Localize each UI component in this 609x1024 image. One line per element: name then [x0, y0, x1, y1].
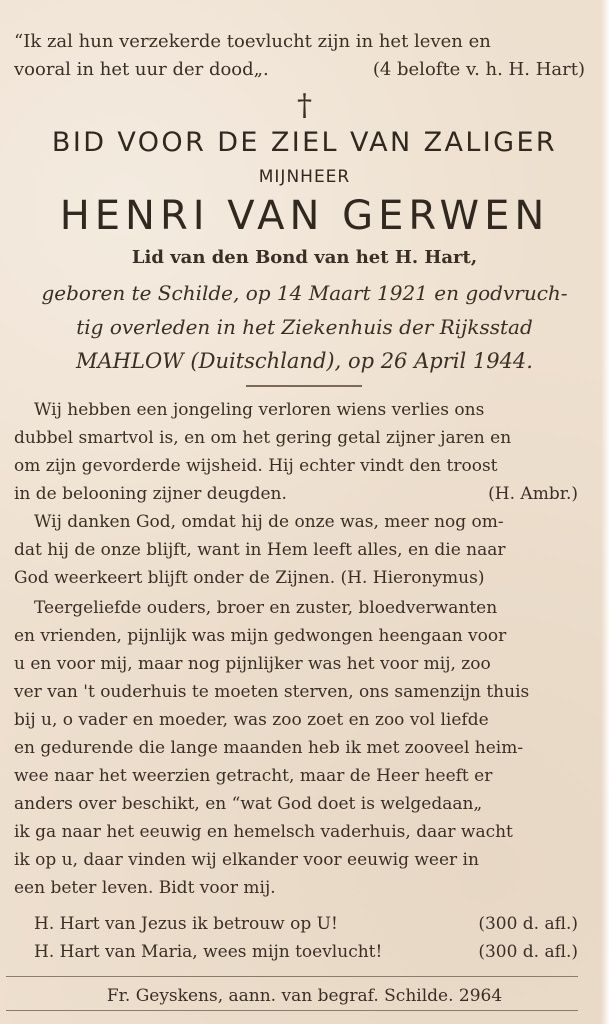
- p3-line-5: bij u, o vader en moeder, was zoo zoet en zoo vol liefde: [14, 710, 489, 730]
- p3-line-6: en gedurende die lange maanden heb ik met zooveel heim-: [14, 738, 524, 758]
- p3-line-8: anders over beschikt, en “wat God doet is welgedaan„: [14, 794, 483, 814]
- prayer-2-indulgence: (300 d. afl.): [478, 942, 578, 962]
- p3-line-3: u en voor mij, maar nog pijnlijker was het voor mij, zoo: [14, 654, 491, 674]
- p1-line-3: om zijn gevorderde wijsheid. Hij echter vindt den troost: [14, 456, 498, 476]
- footer-rule-bottom: [6, 1010, 578, 1011]
- birth-line-1: geboren te Schilde, op 14 Maart 1921 en godvruch-: [41, 281, 568, 305]
- birth-line-3: MAHLOW (Duitschland), op 26 April 1944.: [76, 349, 533, 373]
- prayer-2-text: H. Hart van Maria, wees mijn toevlucht!: [34, 942, 383, 962]
- p1-line-1: Wij hebben een jongeling verloren wiens verlies ons: [34, 400, 485, 420]
- cross-icon: †: [297, 88, 312, 123]
- p3-line-1: Teergeliefde ouders, broer en zuster, bloedverwanten: [34, 598, 498, 618]
- quote-text-1: “Ik zal hun verzekerde toevlucht zijn in het leven en: [14, 31, 491, 52]
- p1-line-4: [14, 480, 578, 508]
- prayer-1-indulgence: (300 d. afl.): [478, 914, 578, 934]
- p3-line-11: een beter leven. Bidt voor mij.: [14, 878, 276, 898]
- divider-rule: [246, 385, 362, 387]
- p3-line-2: en vrienden, pijnlijk was mijn gedwongen heengaan voor: [14, 626, 507, 646]
- p2-line-2: dat hij de onze blijft, want in Hem leeft alles, en die naar: [14, 540, 506, 560]
- prayer-line-2: [34, 938, 578, 966]
- p2-line-1: Wij danken God, omdat hij de onze was, meer nog om-: [34, 512, 504, 532]
- p3-line-7: wee naar het weerzien getracht, maar de Heer heeft er: [14, 766, 493, 786]
- p3-line-4: ver van 't ouderhuis te moeten sterven, ons samenzijn thuis: [14, 682, 530, 702]
- quote-line-2: [14, 58, 585, 82]
- footer-rule-top: [6, 976, 578, 977]
- membership-line: Lid van den Bond van het H. Hart,: [131, 247, 478, 268]
- p1-line-4-text: in de belooning zijner deugden.: [14, 484, 287, 504]
- p1-line-2: dubbel smartvol is, en om het gering getal zijner jaren en: [14, 428, 512, 448]
- deceased-name: HENRI VAN GERWEN: [59, 193, 550, 239]
- p1-source: (H. Ambr.): [488, 484, 578, 504]
- prayer-heading: BID VOOR DE ZIEL VAN ZALIGER: [51, 127, 558, 158]
- quote-source: (4 belofte v. h. H. Hart): [372, 59, 585, 80]
- birth-line-2: tig overleden in het Ziekenhuis der Rijksstad: [76, 315, 533, 339]
- p3-line-9: ik ga naar het eeuwig en hemelsch vaderhuis, daar wacht: [14, 822, 513, 842]
- prayer-line-1: [34, 910, 578, 938]
- quote-line-1: [14, 30, 585, 54]
- p2-line-3: God weerkeert blijft onder de Zijnen. (H. Hieronymus): [14, 568, 485, 588]
- prayer-1-text: H. Hart van Jezus ik betrouw op U!: [34, 914, 338, 934]
- p3-line-10: ik op u, daar vinden wij elkander voor eeuwig weer in: [14, 850, 479, 870]
- printer-footer: Fr. Geyskens, aann. van begraf. Schilde. 2964: [106, 986, 503, 1006]
- honorific: MIJNHEER: [258, 167, 351, 187]
- quote-text-2-left: vooral in het uur der dood„.: [14, 59, 269, 80]
